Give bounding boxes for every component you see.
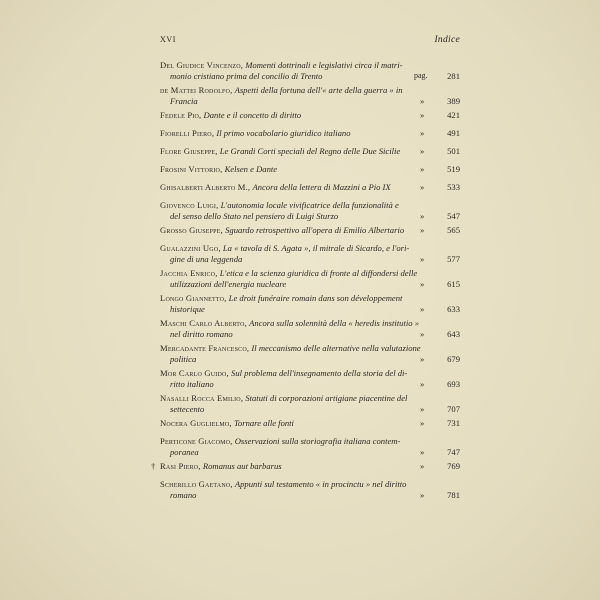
entry-title: del senso dello Stato nel pensiero di Luigi Sturzo bbox=[170, 210, 339, 221]
page-number-ref: 577 bbox=[447, 253, 460, 264]
index-entry bbox=[160, 110, 460, 121]
ditto-mark: » bbox=[420, 128, 425, 138]
entry-title: gine di una leggenda bbox=[170, 253, 243, 264]
index-entry bbox=[151, 461, 460, 472]
ditto-mark: » bbox=[420, 164, 425, 174]
entry-line bbox=[160, 447, 460, 458]
entry-line bbox=[160, 479, 460, 490]
entry-line bbox=[160, 128, 460, 139]
entry-title: Appunti sul testamento « in procinctu » nel diritto bbox=[234, 479, 407, 489]
entry-line bbox=[160, 96, 460, 107]
entry-line bbox=[160, 279, 460, 290]
entry-line bbox=[160, 393, 460, 404]
entry-author: Giovenco Luigi, bbox=[160, 200, 219, 210]
entry-line bbox=[160, 490, 460, 501]
page-number-ref: 781 bbox=[447, 489, 460, 500]
page-number-ref: 389 bbox=[447, 95, 460, 106]
entry-author: Gualazzini Ugo, bbox=[160, 243, 221, 253]
entry-line bbox=[160, 211, 460, 222]
index-entry bbox=[160, 164, 460, 175]
index-entry bbox=[160, 343, 460, 364]
entry-title: ritto italiano bbox=[170, 378, 214, 389]
entry-author: Nasalli Rocca Emilio, bbox=[160, 393, 244, 403]
entry-line bbox=[160, 225, 460, 236]
entry-title: Sul problema dell'insegnamento della storia del di- bbox=[231, 368, 408, 378]
index-entry bbox=[160, 85, 460, 106]
page-number-ref: 633 bbox=[447, 303, 460, 314]
index-entry bbox=[160, 418, 460, 429]
entry-line bbox=[160, 343, 460, 354]
entry-title: Momenti dottrinali e legislativi circa il matri- bbox=[245, 60, 403, 70]
entry-author: Scherillo Gaetano, bbox=[160, 479, 233, 489]
index-entry bbox=[160, 436, 460, 457]
page-number-ref: 747 bbox=[447, 446, 460, 457]
entry-title: Romanus aut barbarus bbox=[202, 461, 282, 471]
entry-line bbox=[160, 146, 460, 157]
entry-title: Tornare alle fonti bbox=[233, 418, 294, 428]
ditto-mark: » bbox=[420, 95, 425, 106]
entry-title: Le Grandi Corti speciali del Regno delle Due Sicilie bbox=[219, 146, 401, 156]
entry-title: Kelsen e Dante bbox=[224, 164, 278, 174]
entry-author: Perticone Giacomo, bbox=[160, 436, 233, 446]
entry-author: Nocera Guglielmo, bbox=[160, 418, 232, 428]
entry-author: de Mattei Rodolfo, bbox=[160, 85, 233, 95]
entry-line bbox=[160, 164, 460, 175]
index-entry bbox=[160, 225, 460, 236]
entry-author: Grosso Giuseppe, bbox=[160, 225, 223, 235]
entry-title: monio cristiano prima del concilio di Trento bbox=[170, 70, 323, 81]
entry-author: Del Giudice Vincenzo, bbox=[160, 60, 244, 70]
entry-title: Osservazioni sulla storiografia italiana contem- bbox=[234, 436, 401, 446]
entry-title: L'etica e la scienza giuridica di fronte al diffondersi delle bbox=[219, 268, 418, 278]
ditto-mark: » bbox=[420, 278, 425, 289]
entry-page-ref bbox=[414, 164, 460, 175]
entry-title: Ancora della lettera di Mazzini a Pio IX bbox=[252, 182, 391, 192]
entry-page-ref bbox=[414, 304, 460, 315]
ditto-mark: » bbox=[420, 110, 425, 120]
entry-title: La « tavola di S. Agata », il mitrale di Sicardo, e l'ori- bbox=[222, 243, 410, 253]
entry-author: Maschi Carlo Alberto, bbox=[160, 318, 247, 328]
index-entry bbox=[160, 368, 460, 389]
entry-line bbox=[160, 110, 460, 121]
entry-line bbox=[160, 436, 460, 447]
ditto-mark: » bbox=[420, 418, 425, 428]
page-number-ref: 281 bbox=[447, 70, 460, 81]
ditto-mark: » bbox=[420, 378, 425, 389]
entry-line bbox=[160, 293, 460, 304]
index-entry bbox=[160, 293, 460, 314]
entry-title: historique bbox=[170, 303, 205, 314]
entry-line bbox=[160, 354, 460, 365]
ditto-mark: » bbox=[420, 210, 425, 221]
entry-line bbox=[160, 243, 460, 254]
entry-page-ref bbox=[414, 225, 460, 236]
ditto-mark: » bbox=[420, 446, 425, 457]
entry-author: Rasi Piero, bbox=[160, 461, 201, 471]
entry-page-ref bbox=[414, 461, 460, 472]
entry-title: Le droit funéraire romain dans son développement bbox=[228, 293, 403, 303]
entry-author: Ghisalberti Alberto M., bbox=[160, 182, 251, 192]
entry-author: Jacchia Enrico, bbox=[160, 268, 218, 278]
entry-author: Mor Carlo Guido, bbox=[160, 368, 229, 378]
entry-line bbox=[160, 200, 460, 211]
entry-author: Fiorelli Piero, bbox=[160, 128, 215, 138]
entry-page-ref bbox=[414, 110, 460, 121]
entry-page-ref bbox=[414, 490, 460, 501]
index-entry bbox=[160, 393, 460, 414]
entry-title: Ancora sulla solennità della « heredis institutio » bbox=[249, 318, 419, 328]
page-number-ref: 501 bbox=[447, 146, 460, 156]
entry-line bbox=[160, 85, 460, 96]
ditto-mark: » bbox=[420, 353, 425, 364]
running-header bbox=[160, 35, 460, 49]
index-entry bbox=[160, 479, 460, 500]
page-abbrev: pag. bbox=[414, 70, 428, 80]
entry-title: romano bbox=[170, 489, 197, 500]
entry-title: Il primo vocabolario giuridico italiano bbox=[216, 128, 351, 138]
index-entry bbox=[160, 200, 460, 221]
page-number-ref: 693 bbox=[447, 378, 460, 389]
entry-title: Il meccanismo delle alternative nella valutazione bbox=[251, 343, 421, 353]
ditto-mark: » bbox=[420, 182, 425, 192]
entry-title: Sguardo retrospettivo all'opera di Emilio Albertario bbox=[225, 225, 405, 235]
entry-page-ref bbox=[414, 354, 460, 365]
entry-page-ref bbox=[414, 254, 460, 265]
page-number-ref: 565 bbox=[447, 225, 460, 235]
entry-author: Frosini Vittorio, bbox=[160, 164, 223, 174]
entry-line bbox=[160, 268, 460, 279]
page-number-ref: 533 bbox=[447, 182, 460, 192]
page-number-ref: 547 bbox=[447, 210, 460, 221]
entry-title: poranea bbox=[170, 446, 199, 457]
index-entry bbox=[160, 146, 460, 157]
ditto-mark: » bbox=[420, 328, 425, 339]
ditto-mark: » bbox=[420, 253, 425, 264]
entry-line bbox=[160, 71, 460, 82]
entry-page-ref bbox=[414, 447, 460, 458]
entry-page-ref bbox=[414, 182, 460, 193]
index-entry bbox=[160, 268, 460, 289]
entry-line bbox=[160, 379, 460, 390]
entry-title: utilizzazioni dell'energia nucleare bbox=[170, 278, 287, 289]
entry-page-ref bbox=[414, 146, 460, 157]
entry-line bbox=[160, 254, 460, 265]
entry-title: Aspetti della fortuna dell'« arte della guerra » in bbox=[234, 85, 403, 95]
entry-author: Flore Giuseppe, bbox=[160, 146, 218, 156]
section-title: Indice bbox=[434, 35, 460, 45]
entry-title: Dante e il concetto di diritto bbox=[203, 110, 302, 120]
entry-line bbox=[160, 318, 460, 329]
entry-title: nel diritto romano bbox=[170, 328, 233, 339]
entry-page-ref bbox=[414, 279, 460, 290]
ditto-mark: » bbox=[420, 489, 425, 500]
index-entry bbox=[160, 243, 460, 264]
entry-page-ref bbox=[414, 418, 460, 429]
entry-author: Longo Giannetto, bbox=[160, 293, 227, 303]
page-number-ref: 491 bbox=[447, 128, 460, 138]
ditto-mark: » bbox=[420, 461, 425, 471]
ditto-mark: » bbox=[420, 303, 425, 314]
index-entry bbox=[160, 60, 460, 81]
entry-page-ref bbox=[414, 329, 460, 340]
entry-line bbox=[160, 404, 460, 415]
page-number-ref: 769 bbox=[447, 461, 460, 471]
index-entry bbox=[160, 128, 460, 139]
page-number-ref: 615 bbox=[447, 278, 460, 289]
ditto-mark: » bbox=[420, 225, 425, 235]
entry-author: Fedele Pio, bbox=[160, 110, 202, 120]
entry-line bbox=[160, 418, 460, 429]
entry-line bbox=[160, 368, 460, 379]
index-entry bbox=[160, 318, 460, 339]
entry-page-ref bbox=[414, 379, 460, 390]
page-number-ref: 679 bbox=[447, 353, 460, 364]
entry-page-ref bbox=[414, 128, 460, 139]
dagger-mark: † bbox=[151, 461, 156, 471]
entry-line bbox=[160, 304, 460, 315]
page-number: XVI bbox=[160, 35, 177, 44]
entry-line bbox=[160, 182, 460, 193]
entry-title: L'autonomia locale vivificatrice della funzionalità e bbox=[220, 200, 399, 210]
entry-line bbox=[151, 461, 460, 472]
ditto-mark: » bbox=[420, 403, 425, 414]
entry-line bbox=[160, 60, 460, 71]
entry-page-ref bbox=[414, 211, 460, 222]
page-number-ref: 643 bbox=[447, 328, 460, 339]
page-number-ref: 731 bbox=[447, 418, 460, 428]
page-number-ref: 421 bbox=[447, 110, 460, 120]
entry-page-ref bbox=[414, 71, 460, 82]
entry-page-ref bbox=[414, 96, 460, 107]
page-number-ref: 519 bbox=[447, 164, 460, 174]
entry-page-ref bbox=[414, 404, 460, 415]
page-number-ref: 707 bbox=[447, 403, 460, 414]
ditto-mark: » bbox=[420, 146, 425, 156]
index-entry bbox=[160, 182, 460, 193]
entry-title: Statuti di corporazioni artigiane piacentine del bbox=[245, 393, 408, 403]
entry-title: politica bbox=[170, 353, 197, 364]
entry-title: settecento bbox=[170, 403, 205, 414]
entry-author: Mercadante Francesco, bbox=[160, 343, 250, 353]
entry-title: Francia bbox=[170, 95, 198, 106]
entry-line bbox=[160, 329, 460, 340]
